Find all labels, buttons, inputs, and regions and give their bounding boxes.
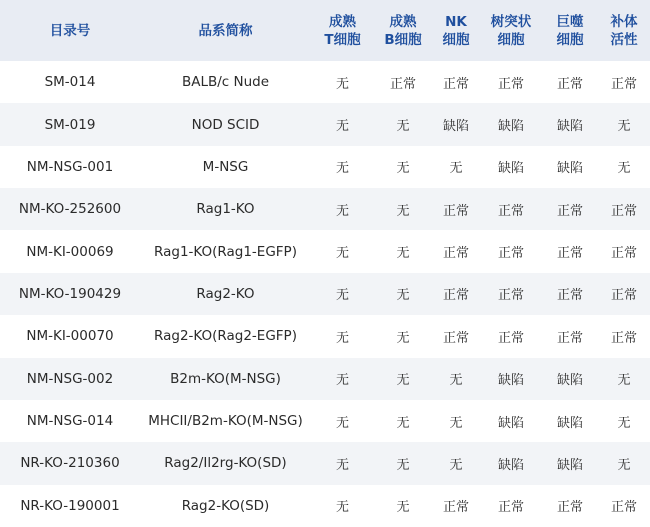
cell-strain: MHCII/B2m-KO(M-NSG) [148, 413, 303, 430]
cell-complement: 正常 [610, 330, 637, 346]
table-row [0, 146, 650, 188]
cell-t-cell: 无 [335, 330, 349, 346]
cell-strain: B2m-KO(M-NSG) [170, 370, 281, 387]
cell-nk-cell: 正常 [442, 500, 469, 516]
header-nk-cell: NK 细胞 [442, 13, 470, 48]
cell-t-cell: 无 [335, 500, 349, 516]
header-dendritic-cell: 树突状 细胞 [490, 13, 532, 48]
cell-b-cell: 无 [396, 203, 410, 219]
cell-dendritic-cell: 正常 [497, 246, 524, 262]
table-row [0, 485, 650, 527]
header-row [0, 0, 650, 61]
cell-nk-cell: 无 [449, 161, 463, 177]
cell-macrophage: 缺陷 [556, 161, 583, 177]
cell-nk-cell: 正常 [442, 246, 469, 262]
table-body [0, 61, 650, 527]
cell-catalog: NR-KO-190001 [20, 497, 120, 514]
cell-dendritic-cell: 缺陷 [497, 119, 524, 135]
cell-b-cell: 无 [396, 500, 410, 516]
cell-complement: 无 [617, 161, 631, 177]
cell-complement: 正常 [610, 288, 637, 304]
cell-b-cell: 无 [396, 330, 410, 346]
cell-t-cell: 无 [335, 457, 349, 473]
cell-complement: 正常 [610, 76, 637, 92]
cell-t-cell: 无 [335, 76, 349, 92]
cell-catalog: NR-KO-210360 [20, 455, 120, 472]
table-row [0, 442, 650, 484]
cell-t-cell: 无 [335, 203, 349, 219]
header-b-cell: 成熟 B细胞 [384, 13, 422, 48]
cell-catalog: NM-NSG-002 [26, 370, 114, 387]
cell-dendritic-cell: 缺陷 [497, 373, 524, 389]
table-row [0, 230, 650, 272]
cell-strain: Rag2/Il2rg-KO(SD) [164, 455, 287, 472]
cell-macrophage: 缺陷 [556, 415, 583, 431]
header-catalog: 目录号 [49, 22, 91, 39]
cell-nk-cell: 正常 [442, 76, 469, 92]
cell-strain: Rag1-KO(Rag1-EGFP) [154, 243, 297, 260]
cell-b-cell: 无 [396, 415, 410, 431]
cell-macrophage: 缺陷 [556, 119, 583, 135]
table-row [0, 273, 650, 315]
cell-macrophage: 正常 [556, 76, 583, 92]
cell-macrophage: 正常 [556, 246, 583, 262]
table-row [0, 61, 650, 103]
cell-nk-cell: 正常 [442, 203, 469, 219]
cell-b-cell: 无 [396, 373, 410, 389]
cell-strain: BALB/c Nude [181, 74, 270, 91]
table-row [0, 315, 650, 357]
cell-strain: M-NSG [202, 158, 249, 175]
cell-t-cell: 无 [335, 161, 349, 177]
header-complement: 补体 活性 [610, 13, 638, 48]
cell-nk-cell: 无 [449, 415, 463, 431]
cell-b-cell: 无 [396, 288, 410, 304]
cell-catalog: NM-NSG-001 [26, 158, 114, 175]
cell-dendritic-cell: 正常 [497, 76, 524, 92]
cell-strain: Rag2-KO(SD) [181, 497, 270, 514]
cell-macrophage: 正常 [556, 203, 583, 219]
cell-t-cell: 无 [335, 246, 349, 262]
cell-macrophage: 正常 [556, 500, 583, 516]
cell-complement: 正常 [610, 500, 637, 516]
cell-catalog: NM-KI-00069 [26, 243, 114, 260]
cell-b-cell: 无 [396, 457, 410, 473]
cell-nk-cell: 无 [449, 457, 463, 473]
cell-complement: 无 [617, 373, 631, 389]
cell-nk-cell: 正常 [442, 330, 469, 346]
cell-strain: Rag1-KO [196, 201, 255, 218]
cell-strain: NOD SCID [191, 116, 260, 133]
table-row [0, 400, 650, 442]
cell-dendritic-cell: 缺陷 [497, 161, 524, 177]
cell-t-cell: 无 [335, 119, 349, 135]
cell-b-cell: 正常 [389, 76, 416, 92]
cell-complement: 正常 [610, 203, 637, 219]
cell-complement: 正常 [610, 246, 637, 262]
cell-dendritic-cell: 正常 [497, 500, 524, 516]
cell-t-cell: 无 [335, 415, 349, 431]
cell-dendritic-cell: 正常 [497, 203, 524, 219]
cell-dendritic-cell: 正常 [497, 288, 524, 304]
cell-nk-cell: 无 [449, 373, 463, 389]
table-row [0, 358, 650, 400]
table-row [0, 103, 650, 145]
cell-macrophage: 缺陷 [556, 457, 583, 473]
cell-catalog: NM-KO-252600 [18, 201, 122, 218]
cell-dendritic-cell: 正常 [497, 330, 524, 346]
table-header [0, 0, 650, 61]
cell-b-cell: 无 [396, 119, 410, 135]
cell-complement: 无 [617, 119, 631, 135]
cell-b-cell: 无 [396, 246, 410, 262]
cell-t-cell: 无 [335, 288, 349, 304]
table-row [0, 188, 650, 230]
cell-t-cell: 无 [335, 373, 349, 389]
cell-dendritic-cell: 缺陷 [497, 415, 524, 431]
cell-strain: Rag2-KO(Rag2-EGFP) [154, 328, 297, 345]
cell-nk-cell: 正常 [442, 288, 469, 304]
cell-macrophage: 缺陷 [556, 373, 583, 389]
header-t-cell: 成熟 T细胞 [324, 13, 361, 48]
cell-catalog: NM-KO-190429 [18, 285, 122, 302]
cell-macrophage: 正常 [556, 330, 583, 346]
cell-catalog: SM-019 [44, 116, 96, 133]
cell-catalog: SM-014 [44, 74, 96, 91]
cell-strain: Rag2-KO [196, 285, 255, 302]
cell-nk-cell: 缺陷 [442, 119, 469, 135]
cell-catalog: NM-KI-00070 [26, 328, 114, 345]
cell-b-cell: 无 [396, 161, 410, 177]
cell-catalog: NM-NSG-014 [26, 413, 114, 430]
cell-macrophage: 正常 [556, 288, 583, 304]
cell-dendritic-cell: 缺陷 [497, 457, 524, 473]
cell-complement: 无 [617, 415, 631, 431]
cell-complement: 无 [617, 457, 631, 473]
header-strain: 品系简称 [198, 22, 253, 39]
header-macrophage: 巨噬 细胞 [556, 13, 584, 48]
